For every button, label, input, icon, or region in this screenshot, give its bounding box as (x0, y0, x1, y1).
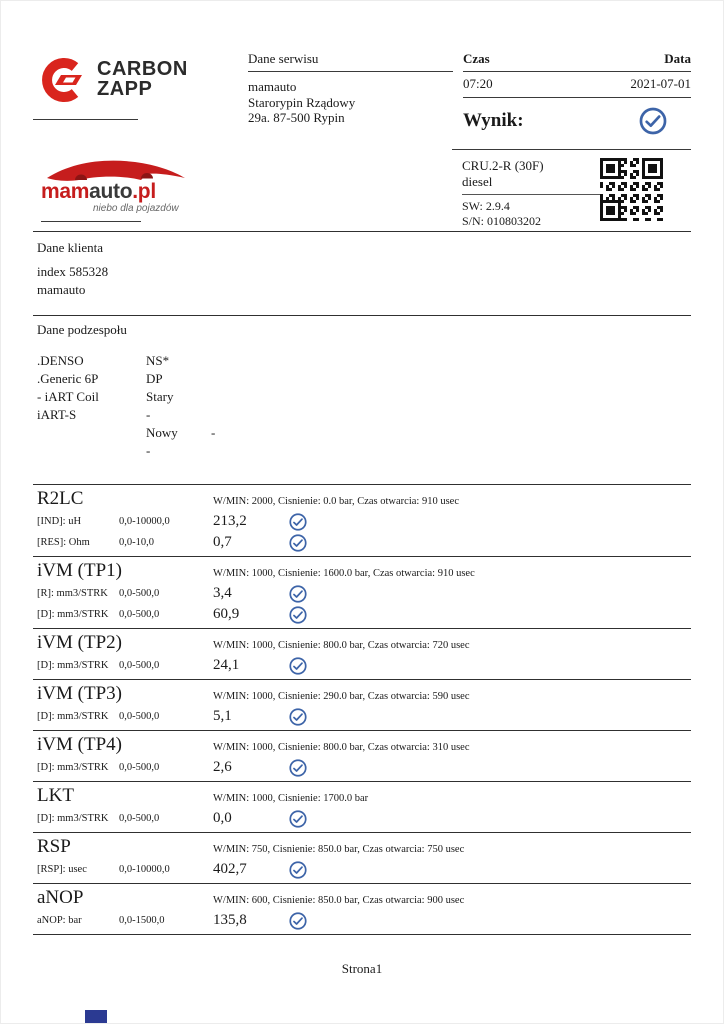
test-row (37, 910, 687, 931)
test-name: iVM (TP3) (37, 683, 122, 704)
test-row (37, 583, 687, 604)
service-section-label: Dane serwisu (248, 51, 453, 72)
component-cell (37, 424, 146, 442)
component-cell: - (146, 443, 151, 458)
test-section (33, 484, 691, 556)
carbonzapp-logo-icon (41, 57, 87, 103)
test-section (33, 781, 691, 832)
result-label: Wynik: (463, 110, 524, 131)
component-cell: Nowy (146, 425, 178, 440)
mamauto-logo (41, 156, 452, 214)
date-value: 2021-07-01 (630, 76, 691, 91)
test-param: [D]: mm3/STRK (37, 711, 109, 722)
device-software-version: SW: 2.9.4 (462, 199, 510, 213)
test-row (37, 757, 687, 778)
service-info (248, 51, 453, 149)
test-value: 402,7 (213, 861, 247, 877)
test-param: [RES]: Ohm (37, 537, 90, 548)
brand-name-line2: ZAPP (97, 78, 153, 100)
date-label: Data (664, 51, 691, 66)
test-name: R2LC (37, 488, 84, 509)
service-address-line2: 29a. 87-500 Rypin (248, 110, 345, 125)
time-label: Czas (463, 51, 490, 66)
test-value: 213,2 (213, 513, 247, 529)
pass-check-icon (289, 912, 307, 930)
test-row (37, 604, 687, 625)
test-row (37, 808, 687, 829)
component-cell (37, 442, 146, 460)
component-cell: iART-S (37, 407, 77, 422)
component-cell: Stary (146, 389, 174, 404)
test-range: 0,0-500,0 (119, 711, 160, 722)
device-serial-number: S/N: 010803202 (462, 213, 542, 228)
test-range: 0,0-10,0 (119, 537, 154, 548)
test-value: 3,4 (213, 585, 232, 601)
test-value: 5,1 (213, 708, 232, 724)
page-number: Strona1 (341, 961, 383, 976)
service-name: mamauto (248, 79, 297, 94)
test-row (37, 655, 687, 676)
component-cell: - (211, 425, 216, 440)
component-cell (211, 442, 687, 460)
qr-code (600, 158, 663, 221)
vendor-name-part1: mam (41, 180, 90, 203)
vendor-name-part2: auto (89, 180, 133, 203)
test-conditions: W/MIN: 600, Cisnienie: 850.0 bar, Czas otwarcia: 900 usec (213, 895, 465, 906)
client-name: mamauto (37, 282, 86, 297)
header (33, 51, 691, 149)
test-param: [RSP]: usec (37, 864, 87, 875)
component-cell (211, 352, 687, 370)
test-name: LKT (37, 785, 74, 806)
divider (41, 221, 141, 222)
time-value: 07:20 (463, 76, 493, 91)
test-range: 0,0-500,0 (119, 813, 160, 824)
test-conditions: W/MIN: 1000, Cisnienie: 1600.0 bar, Czas otwarcia: 910 usec (213, 568, 475, 579)
client-index: index 585328 (37, 264, 109, 279)
carbonzapp-logo (33, 57, 248, 103)
client-section-label: Dane klienta (37, 240, 104, 255)
test-results (33, 484, 691, 935)
test-param: [D]: mm3/STRK (37, 609, 109, 620)
test-value: 0,0 (213, 810, 232, 826)
test-value: 24,1 (213, 657, 240, 673)
test-range: 0,0-500,0 (119, 609, 160, 620)
test-range: 0,0-500,0 (119, 762, 160, 773)
test-section (33, 628, 691, 679)
component-cell: DP (146, 371, 163, 386)
test-section (33, 556, 691, 628)
test-range: 0,0-10000,0 (119, 516, 170, 527)
result-pass-icon (639, 107, 667, 135)
component-cell: .DENSO (37, 353, 84, 368)
test-conditions: W/MIN: 2000, Cisnienie: 0.0 bar, Czas otwarcia: 910 usec (213, 496, 459, 507)
component-cell (211, 406, 687, 424)
test-range: 0,0-10000,0 (119, 864, 170, 875)
device-model: CRU.2-R (30F) (462, 158, 544, 173)
component-cell: - (146, 407, 151, 422)
component-cell: .Generic 6P (37, 371, 99, 386)
divider (33, 119, 138, 120)
test-conditions: W/MIN: 1000, Cisnienie: 1700.0 bar (213, 793, 369, 804)
component-section-label: Dane podzespołu (37, 322, 127, 337)
pass-check-icon (289, 657, 307, 675)
test-row (37, 532, 687, 553)
test-conditions: W/MIN: 1000, Cisnienie: 800.0 bar, Czas otwarcia: 310 usec (213, 742, 470, 753)
pass-check-icon (289, 534, 307, 552)
component-cell: NS* (146, 353, 170, 368)
test-conditions: W/MIN: 1000, Cisnienie: 800.0 bar, Czas otwarcia: 720 usec (213, 640, 470, 651)
test-param: [IND]: uH (37, 516, 82, 527)
test-name: iVM (TP1) (37, 560, 122, 581)
test-name: RSP (37, 836, 71, 857)
test-row (37, 859, 687, 880)
pass-check-icon (289, 759, 307, 777)
device-info (452, 149, 691, 228)
test-value: 0,7 (213, 534, 232, 550)
test-conditions: W/MIN: 750, Cisnienie: 850.0 bar, Czas otwarcia: 750 usec (213, 844, 465, 855)
datetime-result (453, 51, 691, 149)
test-name: iVM (TP2) (37, 632, 122, 653)
pass-check-icon (289, 708, 307, 726)
brand-name-line1: CARBON (97, 58, 188, 81)
test-value: 135,8 (213, 912, 247, 928)
test-param: [D]: mm3/STRK (37, 762, 109, 773)
component-cell (211, 370, 687, 388)
test-param: [R]: mm3/STRK (37, 588, 108, 599)
test-param: aNOP: bar (37, 915, 82, 926)
test-section (33, 883, 691, 935)
test-section (33, 832, 691, 883)
test-conditions: W/MIN: 1000, Cisnienie: 290.0 bar, Czas otwarcia: 590 usec (213, 691, 470, 702)
pass-check-icon (289, 513, 307, 531)
test-value: 60,9 (213, 606, 240, 622)
scan-artifact-mark (85, 1010, 107, 1023)
component-cell (211, 388, 687, 406)
test-param: [D]: mm3/STRK (37, 660, 109, 671)
test-name: iVM (TP4) (37, 734, 122, 755)
test-range: 0,0-500,0 (119, 588, 160, 599)
pass-check-icon (289, 585, 307, 603)
test-name: aNOP (37, 887, 84, 908)
client-section (33, 232, 691, 312)
vendor-tagline: niebo dla pojazdów (93, 203, 179, 214)
pass-check-icon (289, 606, 307, 624)
pass-check-icon (289, 810, 307, 828)
test-section (33, 679, 691, 730)
component-table (37, 352, 687, 460)
test-value: 2,6 (213, 759, 232, 775)
test-param: [D]: mm3/STRK (37, 813, 109, 824)
device-fuel: diesel (462, 174, 493, 189)
test-row (37, 706, 687, 727)
test-section (33, 730, 691, 781)
component-section (33, 316, 691, 460)
test-range: 0,0-1500,0 (119, 915, 165, 926)
pass-check-icon (289, 861, 307, 879)
component-cell: - iART Coil (37, 389, 99, 404)
vendor-name-part3: .pl (132, 180, 156, 203)
test-range: 0,0-500,0 (119, 660, 160, 671)
service-address-line1: Starorypin Rządowy (248, 94, 356, 110)
test-row (37, 511, 687, 532)
